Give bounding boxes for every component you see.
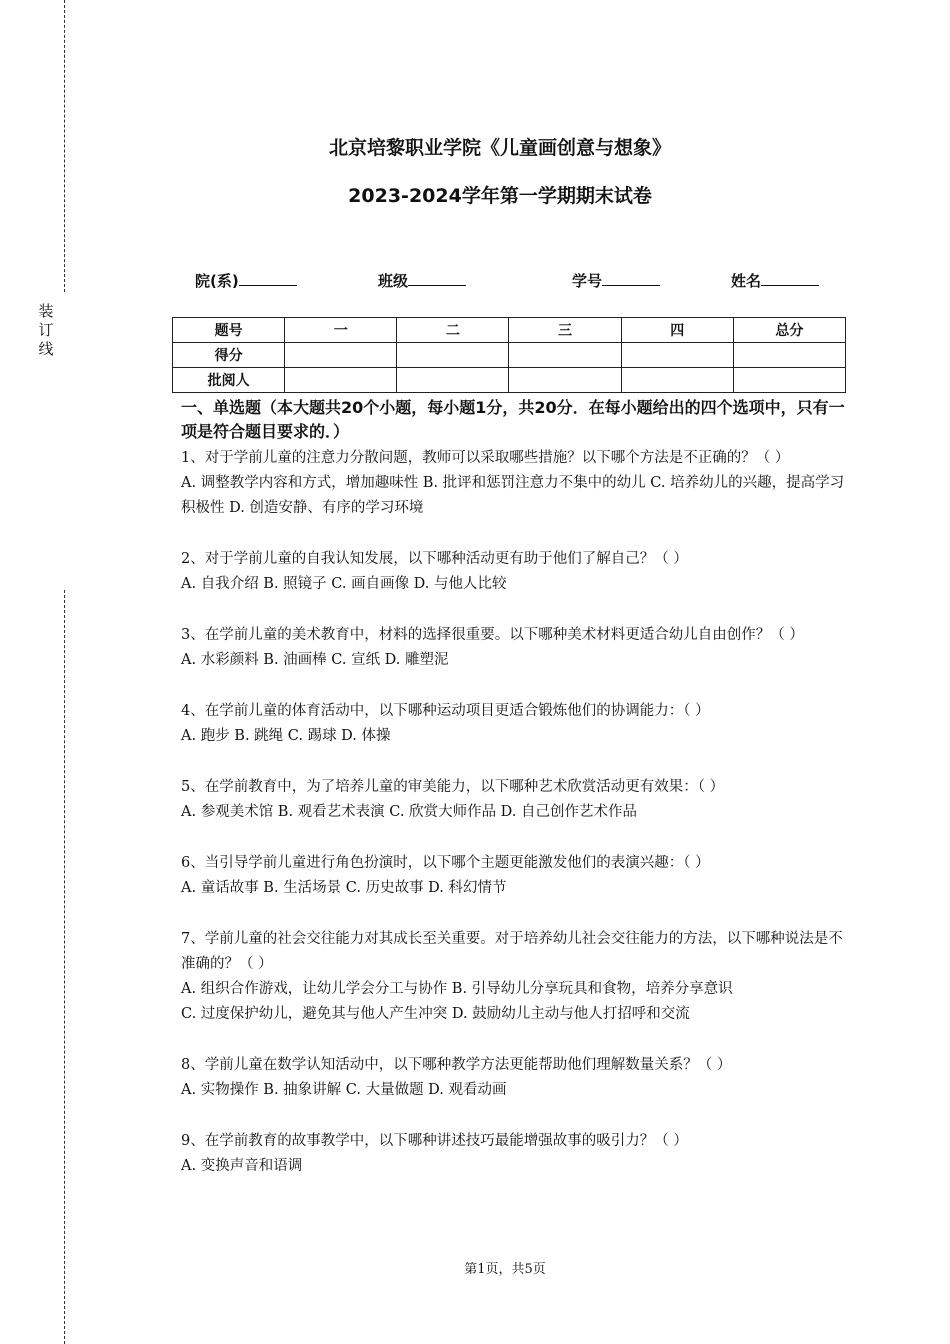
question xyxy=(181,1129,846,1179)
grader-cell[interactable] xyxy=(397,368,509,393)
score-table xyxy=(172,317,846,393)
question-options: A. 组织合作游戏，让幼儿学会分工与协作 B. 引导幼儿分享玩具和食物，培养分享意识 xyxy=(181,981,733,997)
binding-dashed-line xyxy=(64,590,65,1344)
student-id-field xyxy=(572,270,660,291)
question-stem: 4、在学前儿童的体育活动中，以下哪种运动项目更适合锻炼他们的协调能力：（ ） xyxy=(181,703,710,719)
grader-cell[interactable] xyxy=(285,368,397,393)
question-options: A. 自我介绍 B. 照镜子 C. 画自画像 D. 与他人比较 xyxy=(181,576,507,592)
question xyxy=(181,775,846,825)
score-header-cell: 题号 xyxy=(173,318,285,343)
question-options: C. 过度保护幼儿，避免其与他人产生冲突 D. 鼓励幼儿主动与他人打招呼和交流 xyxy=(181,1006,690,1022)
score-header-cell: 总分 xyxy=(733,318,845,343)
question-stem: 3、在学前儿童的美术教育中，材料的选择很重要。以下哪种美术材料更适合幼儿自由创作？（ ） xyxy=(181,627,804,643)
question-options: A. 变换声音和语调 xyxy=(181,1158,303,1174)
question-stem: 1、对于学前儿童的注意力分散问题，教师可以采取哪些措施？以下哪个方法是不正确的？（ ） xyxy=(181,450,790,466)
score-table-row xyxy=(173,368,846,393)
score-header-cell: 三 xyxy=(509,318,621,343)
question-options: A. 调整教学内容和方式，增加趣味性 B. 批评和惩罚注意力不集中的幼儿 C. 培养幼儿的兴趣，提高学习积极性 D. 创造安静、有序的学习环境 xyxy=(181,475,845,516)
score-cell[interactable] xyxy=(285,343,397,368)
question-stem: 2、对于学前儿童的自我认知发展，以下哪种活动更有助于他们了解自己？（ ） xyxy=(181,551,688,567)
question-stem: 9、在学前教育的故事教学中，以下哪种讲述技巧最能增强故事的吸引力？（ ） xyxy=(181,1133,688,1149)
score-cell[interactable] xyxy=(509,343,621,368)
exam-content xyxy=(181,396,846,1179)
score-cell[interactable] xyxy=(621,343,733,368)
question-stem: 5、在学前教育中，为了培养儿童的审美能力，以下哪种艺术欣赏活动更有效果：（ ） xyxy=(181,779,725,795)
student-id-label: 学号 xyxy=(572,272,603,290)
score-cell[interactable] xyxy=(733,343,845,368)
class-field xyxy=(378,270,466,291)
page-number: 第1页，共5页 xyxy=(464,1262,546,1277)
grader-cell[interactable] xyxy=(621,368,733,393)
section-heading: 一、单选题（本大题共20个小题，每小题1分，共20分．在每小题给出的四个选项中，只有一项是符合题目要求的．） xyxy=(181,398,845,441)
question xyxy=(181,1053,846,1103)
department-label: 院(系) xyxy=(195,272,239,290)
question-options: A. 水彩颜料 B. 油画棒 C. 宣纸 D. 雕塑泥 xyxy=(181,652,449,668)
name-field xyxy=(731,270,819,291)
score-table-row xyxy=(173,343,846,368)
question xyxy=(181,699,846,749)
grader-cell[interactable] xyxy=(733,368,845,393)
score-table-header-row xyxy=(173,318,846,343)
question xyxy=(181,446,846,521)
score-header-cell: 一 xyxy=(285,318,397,343)
question-stem: 8、学前儿童在数学认知活动中，以下哪种教学方法更能帮助他们理解数量关系？（ ） xyxy=(181,1057,732,1073)
class-blank[interactable] xyxy=(408,271,466,286)
grader-cell[interactable] xyxy=(509,368,621,393)
question xyxy=(181,547,846,597)
question-options: A. 童话故事 B. 生活场景 C. 历史故事 D. 科幻情节 xyxy=(181,880,507,896)
exam-subtitle: 2023-2024学年第一学期期末试卷 xyxy=(348,185,652,207)
exam-title: 北京培黎职业学院《儿童画创意与想象》 xyxy=(328,137,671,159)
question-options: A. 实物操作 B. 抽象讲解 C. 大量做题 D. 观看动画 xyxy=(181,1082,507,1098)
question xyxy=(181,623,846,673)
question-stem: 7、学前儿童的社会交往能力对其成长至关重要。对于培养幼儿社会交往能力的方法，以下哪种说法是不准确的？（ ） xyxy=(181,931,843,972)
name-label: 姓名 xyxy=(731,272,762,290)
question-stem: 6、当引导学前儿童进行角色扮演时，以下哪个主题更能激发他们的表演兴趣：（ ） xyxy=(181,855,710,871)
score-row-label: 得分 xyxy=(173,343,285,368)
score-header-cell: 四 xyxy=(621,318,733,343)
question-options: A. 参观美术馆 B. 观看艺术表演 C. 欣赏大师作品 D. 自己创作艺术作品 xyxy=(181,804,638,820)
department-blank[interactable] xyxy=(239,271,297,286)
question xyxy=(181,851,846,901)
question xyxy=(181,927,846,1027)
student-id-blank[interactable] xyxy=(602,271,660,286)
question-options: A. 跑步 B. 跳绳 C. 踢球 D. 体操 xyxy=(181,728,391,744)
binding-label: 装订线 xyxy=(38,302,54,358)
name-blank[interactable] xyxy=(761,271,819,286)
score-cell[interactable] xyxy=(397,343,509,368)
department-field xyxy=(195,270,297,291)
class-label: 班级 xyxy=(378,272,409,290)
score-header-cell: 二 xyxy=(397,318,509,343)
score-row-label: 批阅人 xyxy=(173,368,285,393)
